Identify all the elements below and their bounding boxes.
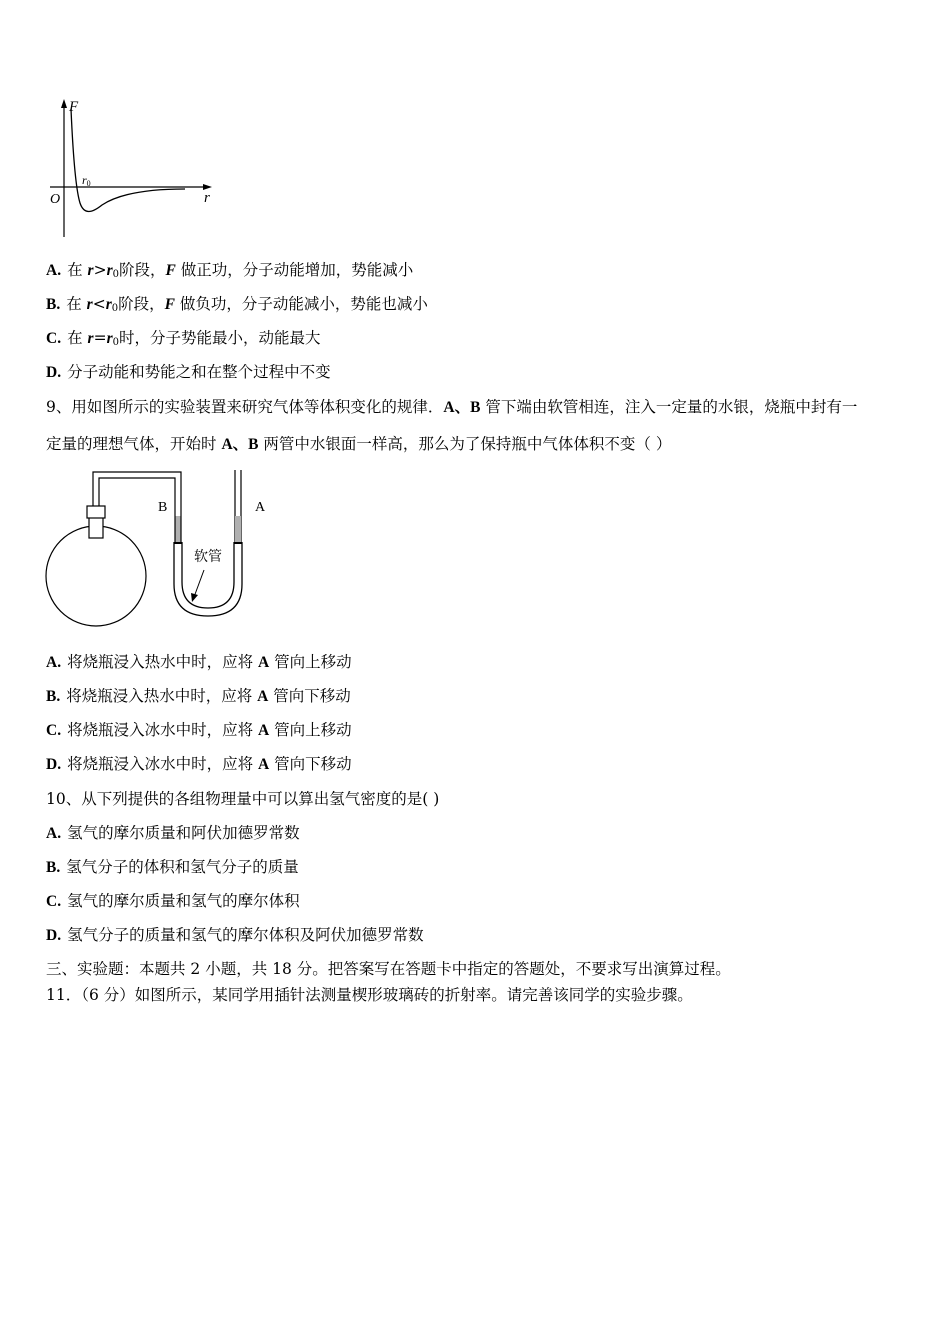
y-axis-arrow [61, 99, 67, 108]
flask-stopper [87, 506, 105, 518]
force-distance-graph [40, 95, 230, 245]
y-axis-label: F [69, 99, 79, 115]
tube-a-label: A [255, 500, 266, 515]
q8-option-d: D. 分子动能和势能之和在整个过程中不变 [46, 363, 331, 381]
q10-option-b: B. 氢气分子的体积和氢气分子的质量 [46, 858, 299, 876]
q9-stem-line1: 9、用如图所示的实验装置来研究气体等体积变化的规律．A、B 管下端由软管相连，注入一定量的水银，烧瓶中封有一 [46, 398, 858, 416]
q8-option-b: B. 在 $r<r_0$阶段，F 做负功，分子动能减小，势能也减小 [46, 295, 428, 314]
q10-stem: 10、从下列提供的各组物理量中可以算出氢气密度的是( ) [46, 790, 440, 808]
section-3-heading: 三、实验题：本题共 2 小题，共 18 分。把答案写在答题卡中指定的答题处，不要求写出演算过程。 [46, 960, 731, 978]
tube-b-mercury [175, 516, 181, 542]
q9-stem-line2: 定量的理想气体，开始时 A、B 两管中水银面一样高，那么为了保持瓶中气体体积不变（ ） [46, 435, 672, 453]
q10-option-d: D. 氢气分子的质量和氢气的摩尔体积及阿伏加德罗常数 [46, 926, 424, 944]
tube-a-mercury [235, 516, 241, 542]
connecting-tube-outer [93, 472, 181, 516]
tube-b-label: B [158, 500, 168, 515]
q9-option-b: B. 将烧瓶浸入热水中时，应将 A 管向下移动 [46, 687, 351, 705]
origin-label: O [50, 192, 61, 207]
q11-stem: 11．（6 分）如图所示，某同学用插针法测量楔形玻璃砖的折射率。请完善该同学的实验步骤。 [46, 986, 693, 1004]
q9-option-a: A. 将烧瓶浸入热水中时，应将 A 管向上移动 [46, 653, 352, 671]
q8-option-a: A. 在 $r>r_0$阶段，F 做正功，分子动能增加，势能减小 [46, 261, 414, 280]
q8-option-c: C. 在 $r=r_0$时，分子势能最小，动能最大 [46, 329, 321, 348]
q9-option-d: D. 将烧瓶浸入冰水中时，应将 A 管向下移动 [46, 755, 352, 773]
force-curve [71, 109, 185, 212]
flask-neck [89, 516, 103, 538]
hose-pointer [194, 570, 204, 597]
x-axis-label: r [204, 190, 210, 206]
q9-option-c: C. 将烧瓶浸入冰水中时，应将 A 管向上移动 [46, 721, 352, 739]
flask-bulb [46, 526, 146, 626]
q10-option-c: C. 氢气的摩尔质量和氢气的摩尔体积 [46, 892, 300, 910]
gas-apparatus-diagram [44, 466, 284, 641]
r0-label: r0 [82, 173, 91, 188]
hose-label: 软管 [194, 549, 222, 565]
q10-option-a: A. 氢气的摩尔质量和阿伏加德罗常数 [46, 824, 300, 842]
